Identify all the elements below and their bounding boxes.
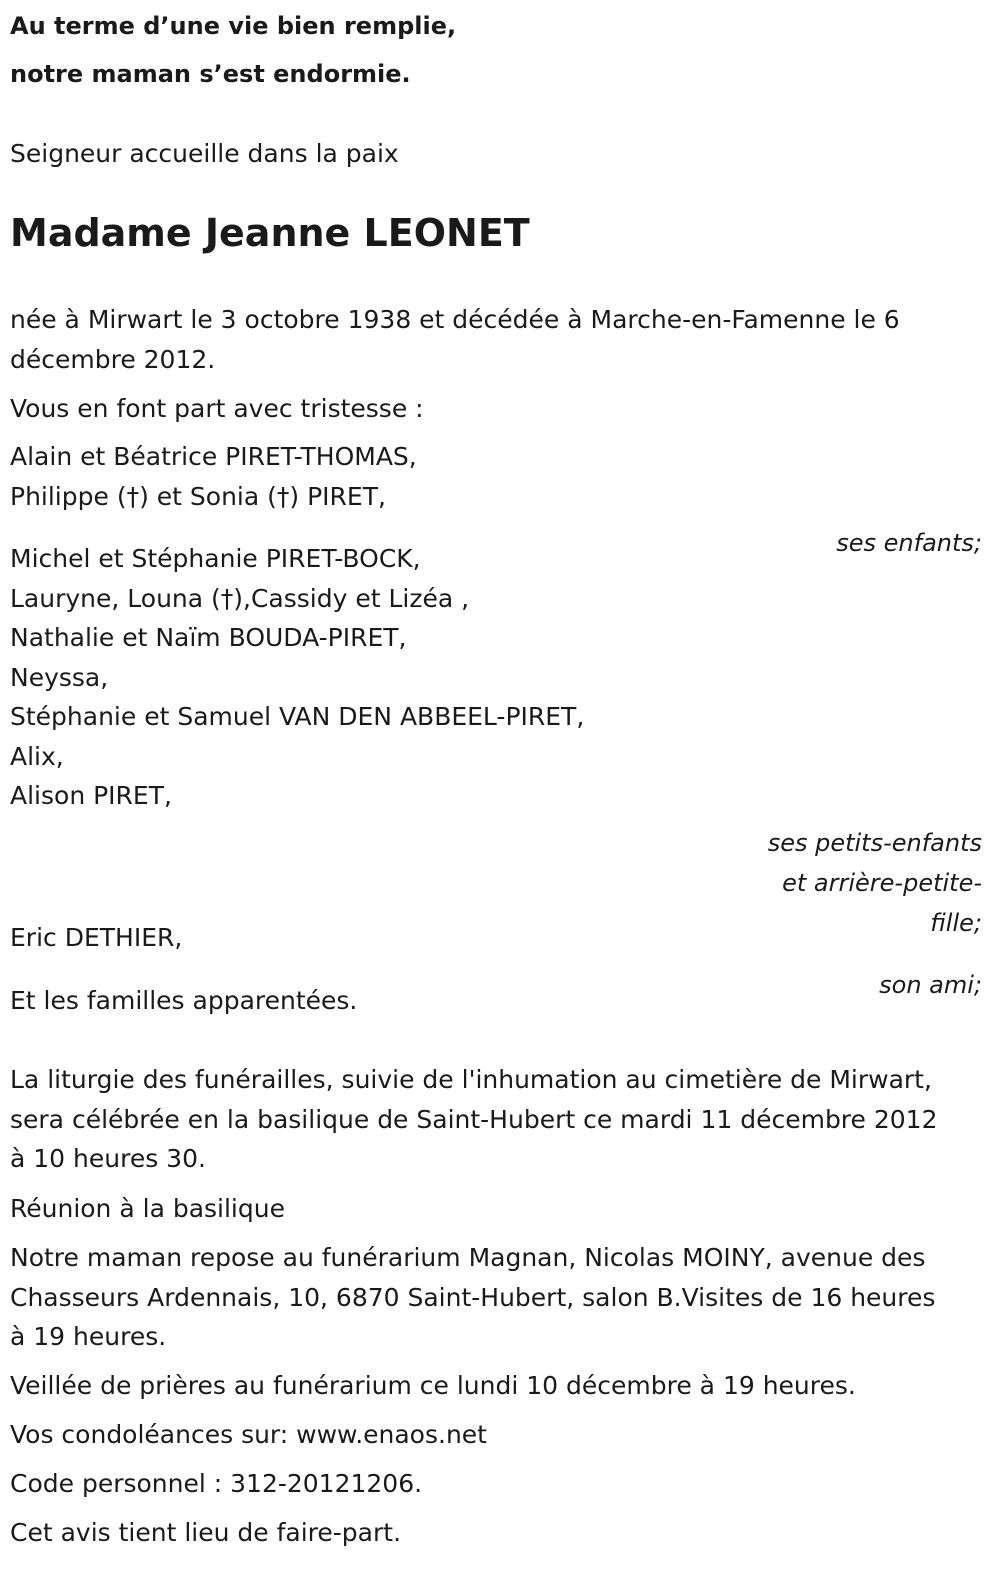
liturgy-line: sera célébrée en la basilique de Saint-Hubert ce mardi 11 décembre 2012 <box>10 1105 938 1134</box>
family-line: Lauryne, Louna (†),Cassidy et Lizéa , <box>10 584 470 613</box>
meeting-line: Réunion à la basilique <box>10 1194 285 1223</box>
relation-grandchildren-2: et arrière-petite- <box>782 869 982 897</box>
condolences-line: Vos condoléances sur: www.enaos.net <box>10 1420 487 1449</box>
relation-grandchildren-1: ses petits-enfants <box>767 829 982 857</box>
birth-death-text: née à Mirwart le 3 octobre 1938 et décédée à Marche-en-Famenne le 6 décembre 2012. <box>10 305 900 374</box>
relation-grandchildren-3: fille; <box>930 909 982 937</box>
opening-line-2: notre maman s’est endormie. <box>10 60 411 88</box>
family-line: Stéphanie et Samuel VAN DEN ABBEEL-PIRET, <box>10 702 585 731</box>
funerarium-line: à 19 heures. <box>10 1322 167 1351</box>
friend-line: Eric DETHIER, <box>10 923 183 952</box>
family-line: Alison PIRET, <box>10 781 172 810</box>
families-line: Et les familles apparentées. <box>10 986 358 1015</box>
family-line: Alix, <box>10 742 64 771</box>
deceased-name: Madame Jeanne LEONET <box>10 211 530 255</box>
funerarium-line: Notre maman repose au funérarium Magnan, Nicolas MOINY, avenue des <box>10 1243 926 1272</box>
liturgy-line: La liturgie des funérailles, suivie de l'inhumation au cimetière de Mirwart, <box>10 1065 932 1094</box>
family-line: Michel et Stéphanie PIRET-BOCK, <box>10 544 421 573</box>
announcement-text: Vous en font part avec tristesse : <box>10 394 424 423</box>
family-line: Alain et Béatrice PIRET-THOMAS, <box>10 442 417 471</box>
family-line: Philippe (†) et Sonia (†) PIRET, <box>10 482 386 511</box>
notice-line: Cet avis tient lieu de faire-part. <box>10 1518 402 1547</box>
relation-children: ses enfants; <box>836 529 982 557</box>
funerarium-line: Chasseurs Ardennais, 10, 6870 Saint-Hubert, salon B.Visites de 16 heures <box>10 1283 936 1312</box>
opening-line-1: Au terme d’une vie bien remplie, <box>10 12 457 40</box>
liturgy-line: à 10 heures 30. <box>10 1144 206 1173</box>
personal-code-line: Code personnel : 312-20121206. <box>10 1469 423 1498</box>
family-line: Nathalie et Naïm BOUDA-PIRET, <box>10 623 407 652</box>
vigil-line: Veillée de prières au funérarium ce lundi 10 décembre à 19 heures. <box>10 1371 856 1400</box>
prayer-line: Seigneur accueille dans la paix <box>10 139 399 168</box>
relation-friend: son ami; <box>879 971 982 999</box>
family-line: Neyssa, <box>10 663 109 692</box>
